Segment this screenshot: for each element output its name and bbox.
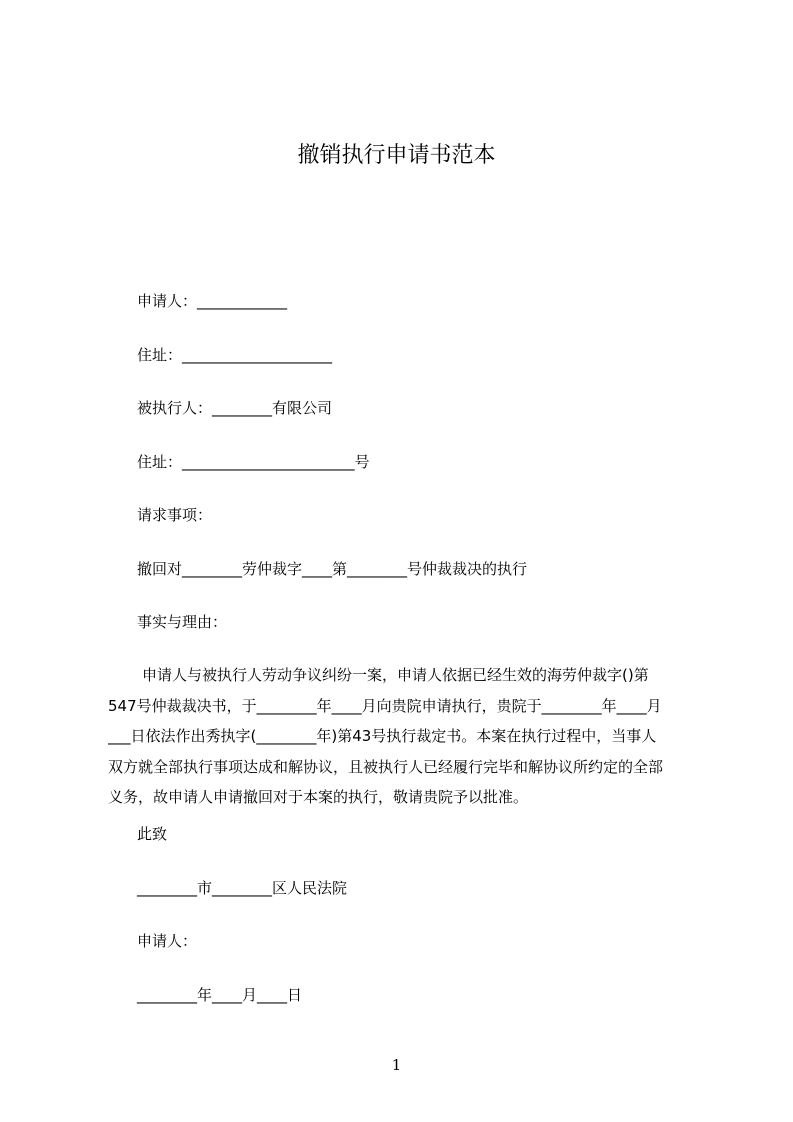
facts-paragraph-line: 547号仲裁裁决书，于________年____月向贵院申请执行，贵院于________年____月	[108, 696, 662, 715]
date-line: ________年____月____日	[137, 986, 303, 1004]
applicant-line: 申请人：____________	[137, 292, 288, 310]
facts-paragraph-line: 申请人与被执行人劳动争议纠纷一案，申请人依据已经生效的海劳仲裁字()第	[142, 666, 649, 684]
page-number: 1	[391, 1056, 402, 1074]
facts-heading: 事实与理由：	[137, 613, 228, 631]
signature-line: 申请人：	[137, 932, 198, 950]
facts-paragraph	[108, 660, 698, 813]
request-content: 撤回对________劳仲裁字____第________号仲裁裁决的执行	[137, 560, 528, 578]
facts-paragraph-line: 义务，故申请人申请撤回对于本案的执行，敬请贵院予以批准。	[108, 788, 529, 806]
request-heading: 请求事项：	[137, 506, 213, 524]
facts-paragraph-line: 双方就全部执行事项达成和解协议，且被执行人已经履行完毕和解协议所约定的全部	[108, 757, 664, 776]
document-title: 撤销执行申请书范本	[297, 143, 496, 168]
respondent-address-line: 住址：_______________________号	[137, 453, 370, 471]
salutation: 此致	[137, 825, 168, 843]
respondent-line: 被执行人：________有限公司	[137, 399, 333, 417]
applicant-address-line: 住址：____________________	[137, 346, 333, 364]
facts-paragraph-line: ___日依法作出秀执字(________年)第43号执行裁定书。本案在执行过程中，当事人	[108, 727, 657, 745]
court-line: ________市________区人民法院	[137, 879, 348, 897]
